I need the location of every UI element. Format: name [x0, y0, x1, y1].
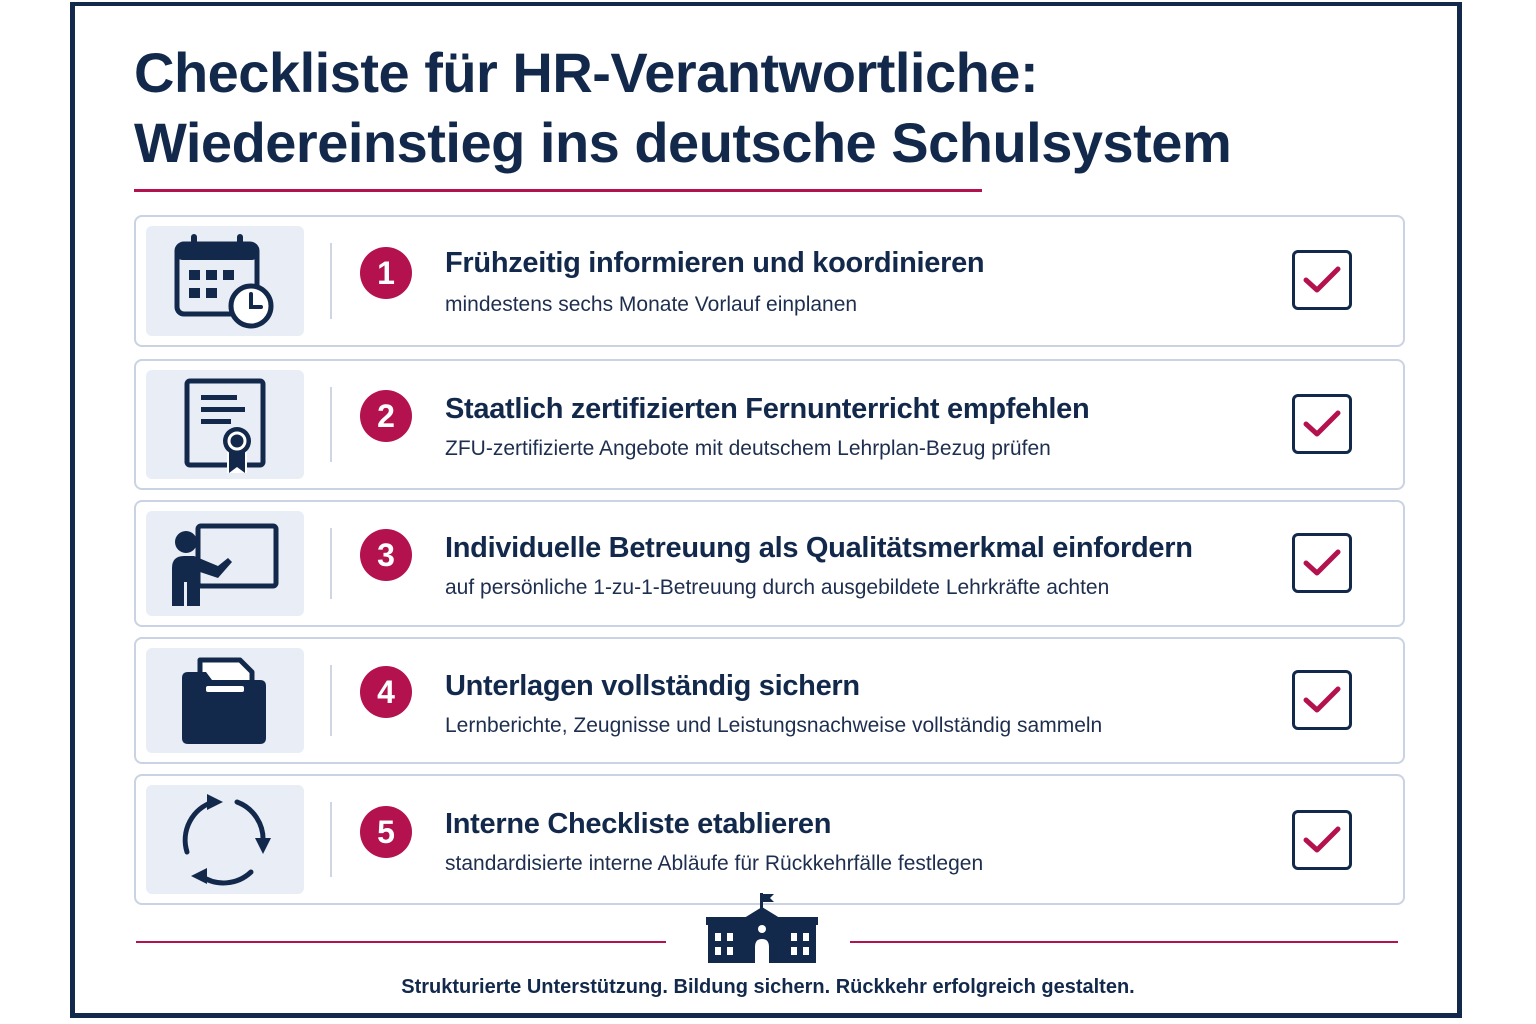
item-subtext: mindestens sechs Monate Vorlauf einplanen: [445, 293, 858, 316]
item-checkbox[interactable]: [1292, 670, 1352, 730]
item-checkbox[interactable]: [1292, 394, 1352, 454]
folder-document-icon: [180, 656, 270, 746]
item-icon-tile: [146, 648, 304, 753]
item-subtext: ZFU-zertifizierte Angebote mit deutschem Lehrplan-Bezug prüfen: [445, 437, 1051, 460]
footer-rule-left: [136, 941, 666, 943]
item-divider: [330, 243, 332, 319]
item-divider: [330, 802, 332, 877]
page-title: [134, 38, 1231, 178]
item-number-badge: 5: [360, 806, 412, 858]
item-heading: Frühzeitig informieren und koordinieren: [445, 247, 985, 279]
school-building-icon: [706, 893, 818, 965]
checklist-item-4: [134, 637, 1405, 764]
checkmark-icon: [1302, 409, 1342, 439]
checkmark-icon: [1302, 265, 1342, 295]
item-number-badge: 3: [360, 529, 412, 581]
cycle-arrows-icon: [177, 792, 273, 888]
item-checkbox[interactable]: [1292, 533, 1352, 593]
title-underline: [134, 189, 982, 192]
item-checkbox[interactable]: [1292, 250, 1352, 310]
checkmark-icon: [1302, 825, 1342, 855]
item-icon-tile: [146, 370, 304, 479]
item-number-badge: 1: [360, 247, 412, 299]
checkmark-icon: [1302, 548, 1342, 578]
item-heading: Unterlagen vollständig sichern: [445, 670, 860, 702]
item-icon-tile: [146, 785, 304, 894]
teacher-board-icon: [170, 522, 280, 606]
item-divider: [330, 387, 332, 462]
item-subtext: standardisierte interne Abläufe für Rückkehrfälle festlegen: [445, 852, 984, 875]
item-subtext: Lernberichte, Zeugnisse und Leistungsnachweise vollständig sammeln: [445, 714, 1103, 737]
footer-tagline: Strukturierte Unterstützung. Bildung sichern. Rückkehr erfolgreich gestalten.: [401, 976, 1135, 998]
checklist-item-1: [134, 215, 1405, 347]
checklist-item-2: [134, 359, 1405, 490]
item-checkbox[interactable]: [1292, 810, 1352, 870]
item-icon-tile: [146, 511, 304, 616]
item-heading: Interne Checkliste etablieren: [445, 808, 832, 840]
item-number-badge: 2: [360, 390, 412, 442]
item-heading: Staatlich zertifizierten Fernunterricht empfehlen: [445, 393, 1090, 425]
item-number-badge: 4: [360, 666, 412, 718]
item-subtext: auf persönliche 1-zu-1-Betreuung durch ausgebildete Lehrkräfte achten: [445, 576, 1110, 599]
footer-rule-right: [850, 941, 1398, 943]
item-icon-tile: [146, 226, 304, 336]
title-line-1: Checkliste für HR-Verantwortliche:: [134, 41, 1039, 104]
item-divider: [330, 528, 332, 599]
checkmark-icon: [1302, 685, 1342, 715]
checklist-item-3: [134, 500, 1405, 627]
title-line-2: Wiedereinstieg ins deutsche Schulsystem: [134, 111, 1232, 174]
checklist-item-5: [134, 774, 1405, 905]
item-heading: Individuelle Betreuung als Qualitätsmerkmal einfordern: [445, 532, 1193, 564]
item-divider: [330, 665, 332, 736]
calendar-clock-icon: [173, 232, 277, 330]
certificate-icon: [183, 377, 267, 473]
